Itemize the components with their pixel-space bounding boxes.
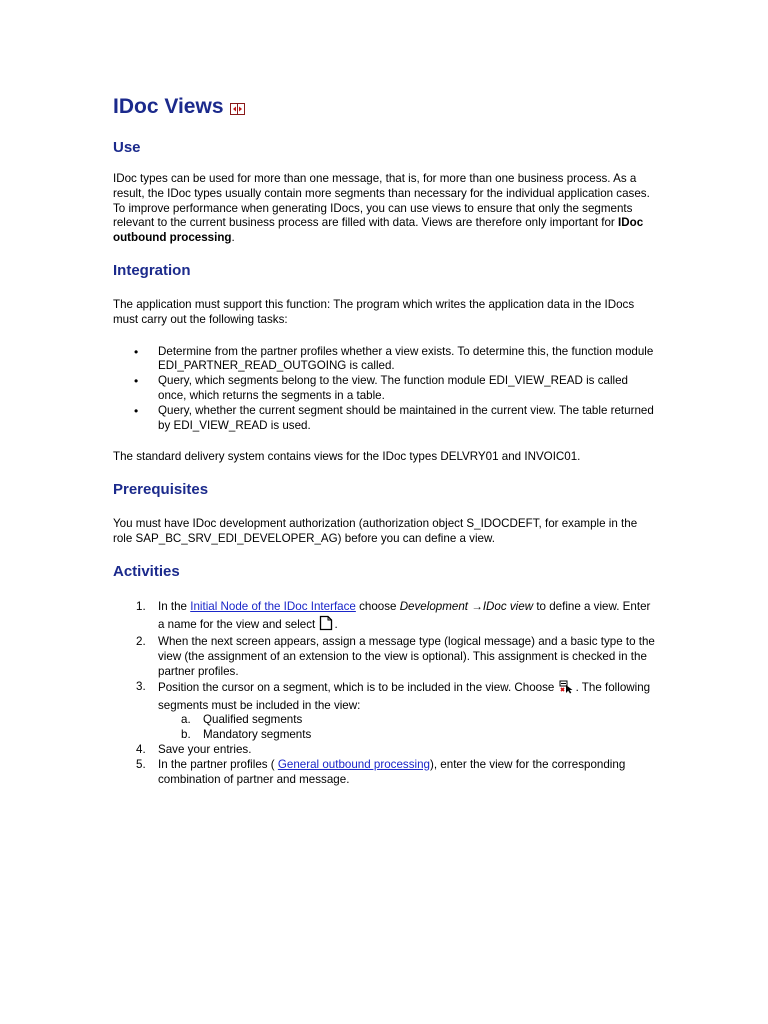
activities-steps <box>113 600 658 788</box>
step-number: 4. <box>136 742 146 756</box>
use-heading: Use <box>113 139 141 156</box>
list-item <box>136 742 658 758</box>
prerequisites-heading: Prerequisites <box>113 481 209 499</box>
list-item <box>136 599 658 636</box>
arrow-symbol: → <box>468 599 483 613</box>
sub-step-text: Qualified segments <box>203 713 303 727</box>
use-paragraph <box>113 172 658 246</box>
required-segments-list <box>158 713 658 743</box>
list-item: • Determine from the partner profiles whether a view exists. To determine this, the function module EDI_PARTNER_READ_OUTGOING is called. <box>158 345 658 375</box>
list-item <box>136 679 658 743</box>
sub-step-letter: a. <box>181 713 191 727</box>
step-text: choose <box>355 599 400 613</box>
step-number: 5. <box>136 757 146 771</box>
integration-heading: Integration <box>113 261 191 279</box>
list-item <box>181 728 658 743</box>
step-text: Save your entries. <box>158 742 252 756</box>
select-segment-icon <box>559 680 575 699</box>
step-text: . <box>334 617 338 631</box>
use-text: IDoc types can be used for more than one message, that is, for more than one business process. As a result, the IDoc types usually contain more segments than necessary for the individual application cases. To improve performance when generating IDocs, you can use views to ensure that only the segments relevant to the current business process are filled with data. Views are therefore only important for <box>113 172 650 230</box>
list-item: • Query, whether the current segment should be maintained in the current view. The table returned by EDI_VIEW_READ is used. <box>158 404 658 434</box>
list-item <box>181 713 658 728</box>
sub-step-text: Mandatory segments <box>203 728 312 742</box>
step-number: 3. <box>136 679 146 693</box>
step-text: Position the cursor on a segment, which is to be included in the view. Choose <box>158 680 558 694</box>
sub-step-letter: b. <box>181 728 191 742</box>
step-number: 2. <box>136 635 146 649</box>
use-text-end: . <box>231 231 235 245</box>
step-text: . The following segments must be included in the view: <box>158 680 651 712</box>
use-bold-term: IDoc outbound processing <box>113 216 644 245</box>
page-title-text: IDoc Views <box>113 95 224 118</box>
prerequisites-paragraph: You must have IDoc development authorization (authorization object S_IDOCDEFT, for example in the role SAP_BC_SRV_EDI_DEVELOPER_AG) before you can define a view. <box>113 517 638 545</box>
list-item <box>136 635 658 679</box>
document-page <box>113 88 658 787</box>
step-text: In the <box>158 599 191 613</box>
step-number: 1. <box>136 599 146 613</box>
activities-heading: Activities <box>113 562 180 580</box>
step-text: In the partner profiles ( <box>158 757 278 771</box>
initial-node-link[interactable]: Initial Node of the IDoc Interface <box>190 599 356 613</box>
step-text: to define a view. Enter a name for the view and select <box>158 599 651 631</box>
expand-collapse-icon[interactable] <box>230 92 245 126</box>
step-text: ), enter the view for the corresponding combination of partner and message. <box>158 757 626 786</box>
page-title <box>113 88 658 126</box>
menu-path-idoc-view: IDoc view <box>482 599 534 613</box>
list-item <box>136 757 658 788</box>
general-outbound-processing-link[interactable]: General outbound processing <box>277 757 430 771</box>
new-document-icon <box>319 615 333 636</box>
integration-closing: The standard delivery system contains views for the IDoc types DELVRY01 and INVOIC01. <box>113 450 581 464</box>
list-item: • Query, which segments belong to the view. The function module EDI_VIEW_READ is called once, which returns the segments in a table. <box>158 374 658 404</box>
integration-task-list <box>113 345 658 434</box>
step-text: When the next screen appears, assign a message type (logical message) and a basic type to the view (the assignment of an extension to the view is optional). This assignment is checked in the partner profiles. <box>158 635 655 678</box>
integration-intro: The application must support this function: The program which writes the application data in the IDocs must carry out the following tasks: <box>113 297 635 326</box>
menu-path-development: Development <box>399 599 468 613</box>
